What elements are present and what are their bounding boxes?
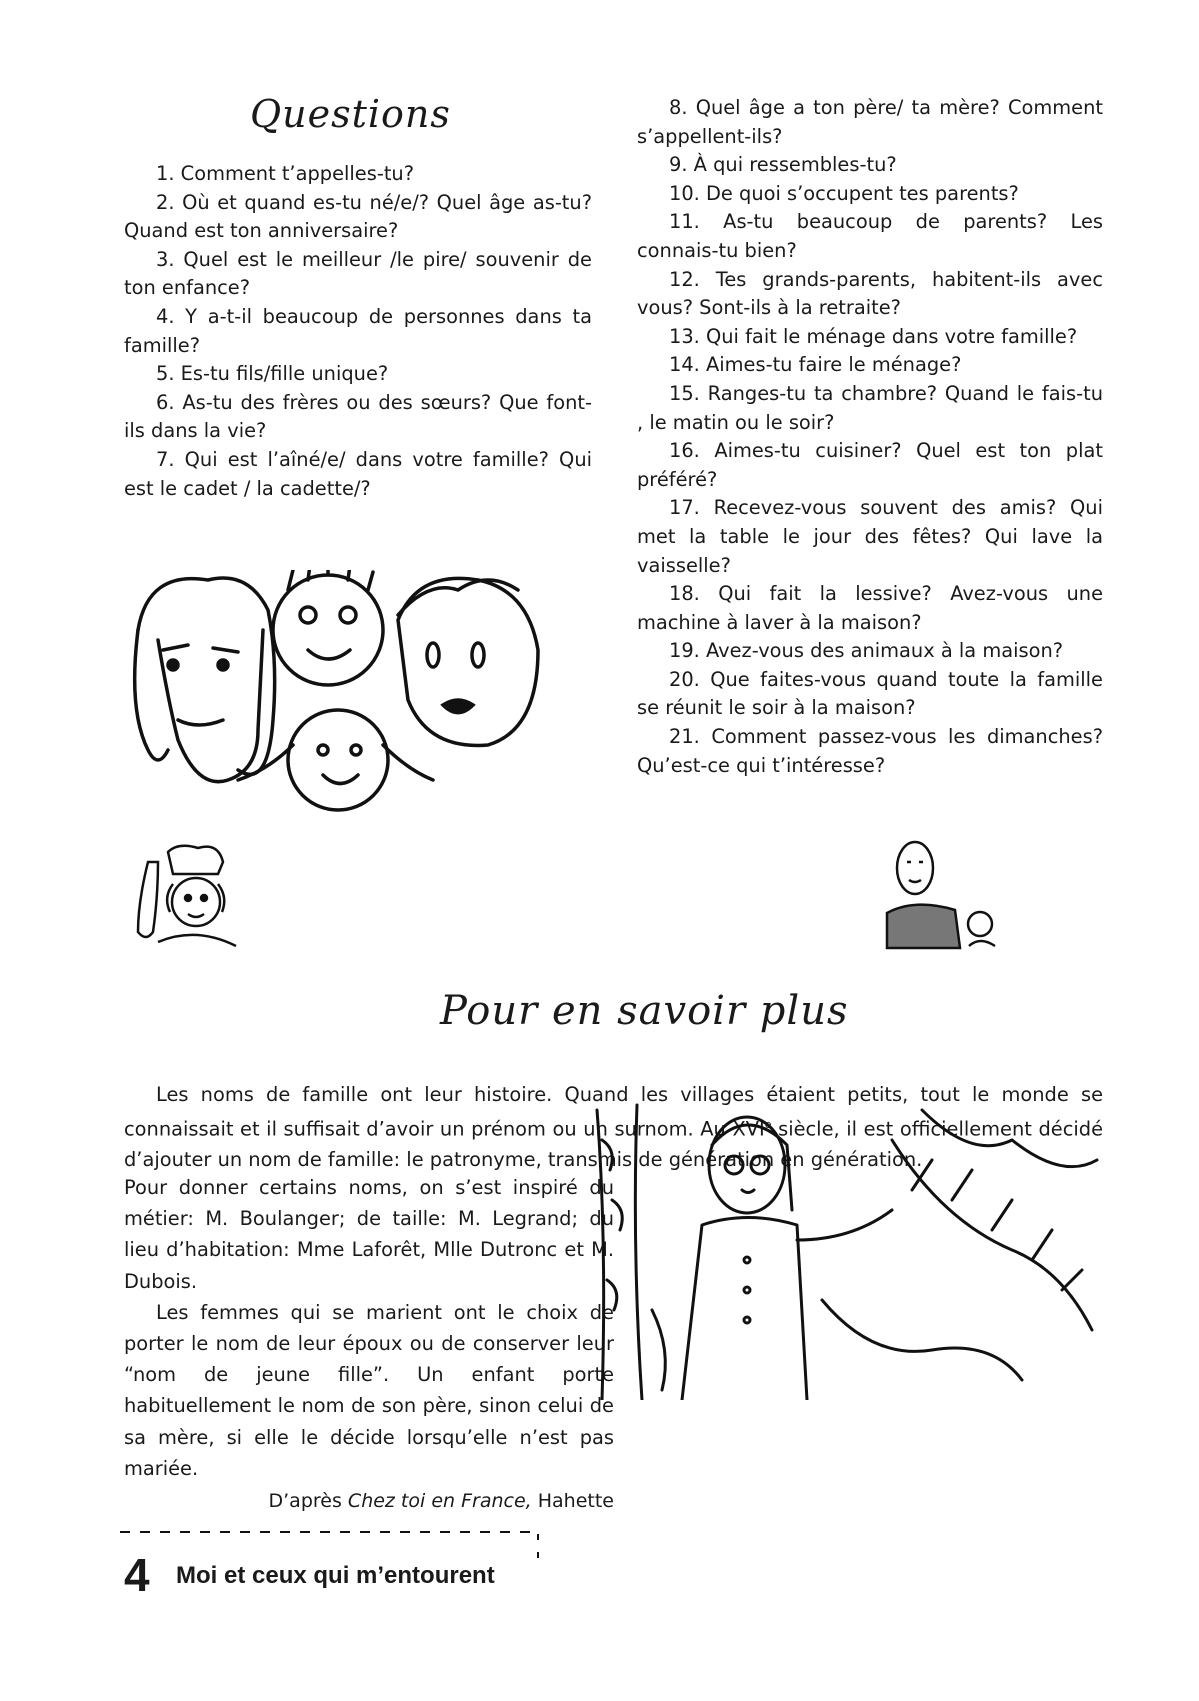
women-names-paragraph: Les femmes qui se marient ont le choix de porter le nom de leur époux ou de conserver leur “nom de jeune fille”. Un enfant porte habituellement le nom de son père, sinon celui de sa mère, si elle le décide lorsqu’elle n’est pas mariée. — [124, 1300, 614, 1480]
source-book: Chez toi en France, — [347, 1490, 532, 1512]
question-item: 20. Que faites-vous quand toute la famille se réunit le soir à la maison? — [637, 667, 1103, 720]
century-superscript: e — [764, 1118, 772, 1132]
question-item: 19. Avez-vous des animaux à la maison? — [669, 639, 1064, 663]
source-publisher: Hahette — [531, 1490, 614, 1512]
question-item: 13. Qui fait le ménage dans votre famille? — [669, 324, 1078, 348]
names-paragraph — [124, 1172, 614, 1484]
questions-right-column — [637, 94, 1103, 780]
question-item: 6. As-tu des frères ou des sœurs? Que font-ils dans la vie? — [124, 390, 592, 443]
question-item: 21. Comment passez-vous les dimanches? Qu’est-ce qui t’intéresse? — [637, 725, 1103, 777]
source-prefix: D’après — [268, 1490, 348, 1512]
question-item: 12. Tes grands-parents, habitent-ils avec vous? Sont-ils à la retraite? — [637, 267, 1103, 320]
questions-left-column — [124, 160, 592, 503]
question-item: 8. Quel âge a ton père/ ta mère? Comment s’appellent-ils? — [637, 96, 1103, 148]
question-item: 15. Ranges-tu ta chambre? Quand le fais-tu , le matin ou le soir? — [637, 381, 1103, 434]
question-item: 14. Aimes-tu faire le ménage? — [669, 353, 962, 377]
man-and-child-illustration — [885, 838, 1007, 952]
question-item: 18. Qui fait la lessive? Avez-vous une machine à laver à la maison? — [637, 582, 1103, 634]
question-item: 2. Où et quand es-tu né/e/? Quel âge as-tu? Quand est ton anniversaire? — [124, 190, 592, 243]
question-item: 1. Comment t’appelles-tu? — [156, 162, 415, 185]
question-item: 16. Aimes-tu cuisiner? Quel est ton plat préféré? — [637, 439, 1103, 491]
chef-illustration — [118, 842, 238, 954]
page-number: 4 — [124, 1549, 150, 1601]
father-face — [135, 578, 275, 782]
question-item: 7. Qui est l’aîné/e/ dans votre famille? Qui est le cadet / la cadette/? — [124, 447, 592, 500]
question-item: 10. De quoi s’occupent tes parents? — [669, 181, 1019, 205]
question-item: 5. Es-tu fils/fille unique? — [156, 362, 389, 386]
footer-dashed-frame — [118, 1522, 558, 1562]
family-faces-illustration — [128, 570, 598, 850]
section-title: Pour en savoir plus — [440, 988, 849, 1034]
question-item: 11. As-tu beaucoup de parents? Les connais-tu bien? — [637, 210, 1103, 262]
intro-text-a: Les noms de famille ont leur histoire. Quand les villages étaient petits, tout le monde se connaissait et il suffisait d’avoir un prénom ou un surnom. Au XVI — [124, 1083, 1103, 1141]
question-item: 17. Recevez-vous souvent des amis? Qui met la table le jour des fêtes? Qui lave la vaisselle? — [637, 496, 1103, 577]
intro-text-b: siècle, il est officiellement décidé d’ajouter un nom de famille: le patronyme, transmis de génération en génération. — [124, 1117, 1103, 1172]
child-face — [273, 570, 383, 685]
source-citation — [124, 1490, 614, 1512]
questions-title: Questions — [250, 92, 451, 136]
question-item: 9. À qui ressembles-tu? — [669, 153, 897, 177]
names-text: Pour donner certains noms, on s’est inspiré du métier: M. Boulanger; de taille: M. Legrand; du lieu d’habitation: Mme Laforêt, Mlle Dutronc et M. Dubois. — [124, 1176, 614, 1293]
woman-in-forest-illustration — [592, 1100, 1102, 1400]
question-item: 3. Quel est le meilleur /le pire/ souvenir de ton enfance? — [124, 247, 592, 300]
question-item: 4. Y a-t-il beaucoup de personnes dans ta famille? — [124, 304, 592, 357]
chapter-title: Moi et ceux qui m’entourent — [176, 1562, 495, 1589]
mother-face — [398, 578, 538, 745]
